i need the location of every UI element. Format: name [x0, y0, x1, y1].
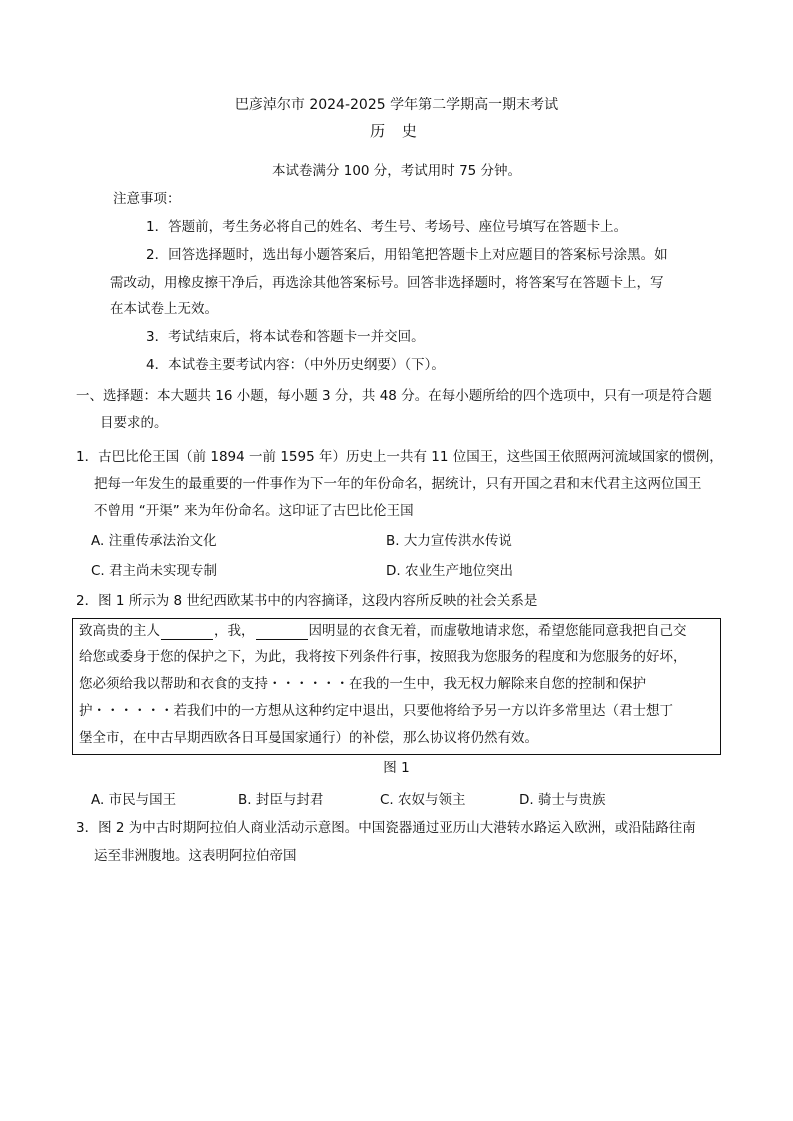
- section1-line1: 一、选择题：本大题共 16 小题，每小题 3 分，共 48 分。在每小题所给的四个选项中，只有一项是符合题: [76, 388, 712, 404]
- note-item-2-line1: 2．回答选择题时，选出每小题答案后，用铅笔把答题卡上对应题目的答案标号涂黑。如: [146, 247, 668, 263]
- figure-1-line3: 您必须给我以帮助和衣食的支持・・・・・・在我的一生中，我无权力解除来自您的控制和保护: [79, 676, 646, 692]
- q2-option-c: C. 农奴与领主: [380, 792, 466, 808]
- figure-1-box: [72, 618, 721, 755]
- q2-option-a: A. 市民与国王: [91, 792, 177, 808]
- q1-option-c: C. 君主尚未实现专制: [91, 563, 218, 579]
- figure-1-line2: 给您或委身于您的保护之下，为此，我将按下列条件行事，按照我为您服务的程度和为您服务的好坏，: [79, 649, 687, 665]
- note-item-1: 1．答题前，考生务必将自己的姓名、考生号、考场号、座位号填写在答题卡上。: [146, 219, 628, 235]
- q2-stem: 2．图 1 所示为 8 世纪西欧某书中的内容摘译，这段内容所反映的社会关系是: [76, 593, 538, 609]
- q1-line1: 1．古巴比伦王国（前 1894 一前 1595 年）历史上一共有 11 位国王，这些国王依照两河流域国家的惯例，: [76, 449, 723, 465]
- note-item-2-line3: 在本试卷上无效。: [110, 301, 218, 317]
- q1-line3: 不曾用 “开渠” 来为年份命名。这印证了古巴比伦王国: [94, 503, 414, 519]
- q1-option-a: A. 注重传承法治文化: [91, 533, 217, 549]
- blank-self: [256, 625, 308, 640]
- figure-1-caption: 图 1: [383, 760, 410, 776]
- q2-option-d: D. 骑士与贵族: [519, 792, 606, 808]
- q2-option-b: B. 封臣与封君: [238, 792, 324, 808]
- subject-title: 历 史: [370, 122, 423, 140]
- q3-line1: 3．图 2 为中古时期阿拉伯人商业活动示意图。中国瓷器通过亚历山大港转水路运入欧洲，或沿陆路往南: [76, 820, 696, 836]
- figure-1-line4: 护・・・・・・若我们中的一方想从这种约定中退出，只要他将给予另一方以许多常里达（君士想丁: [79, 703, 673, 719]
- section1-line2: 目要求的。: [100, 415, 168, 431]
- figure-1-line1: 致高贵的主人 ，我， 因明显的衣食无着，而虚敬地请求您，希望您能同意我把自己交: [79, 623, 687, 639]
- q1-line2: 把每一年发生的最重要的一件事作为下一年的年份命名，据统计，只有开国之君和末代君主这两位国王: [94, 476, 702, 492]
- q1-option-d: D. 农业生产地位突出: [386, 563, 513, 579]
- blank-master: [161, 625, 213, 640]
- note-item-2-line2: 需改动，用橡皮擦干净后，再选涂其他答案标号。回答非选择题时，将答案写在答题卡上，写: [110, 275, 664, 291]
- q1-option-b: B. 大力宣传洪水传说: [386, 533, 512, 549]
- score-info: 本试卷满分 100 分，考试用时 75 分钟。: [271, 163, 522, 179]
- note-item-3: 3．考试结束后，将本试卷和答题卡一并交回。: [146, 329, 425, 345]
- q3-line2: 运至非洲腹地。这表明阿拉伯帝国: [94, 848, 297, 864]
- note-item-4: 4．本试卷主要考试内容：（中外历史纲要）（下）。: [146, 357, 445, 373]
- exam-title: 巴彦淖尔市 2024-2025 学年第二学期高一期末考试: [234, 97, 559, 113]
- notes-heading: 注意事项：: [113, 191, 181, 207]
- figure-1-line5: 堡全市，在中古早期西欧各日耳曼国家通行）的补偿，那么协议将仍然有效。: [79, 730, 538, 746]
